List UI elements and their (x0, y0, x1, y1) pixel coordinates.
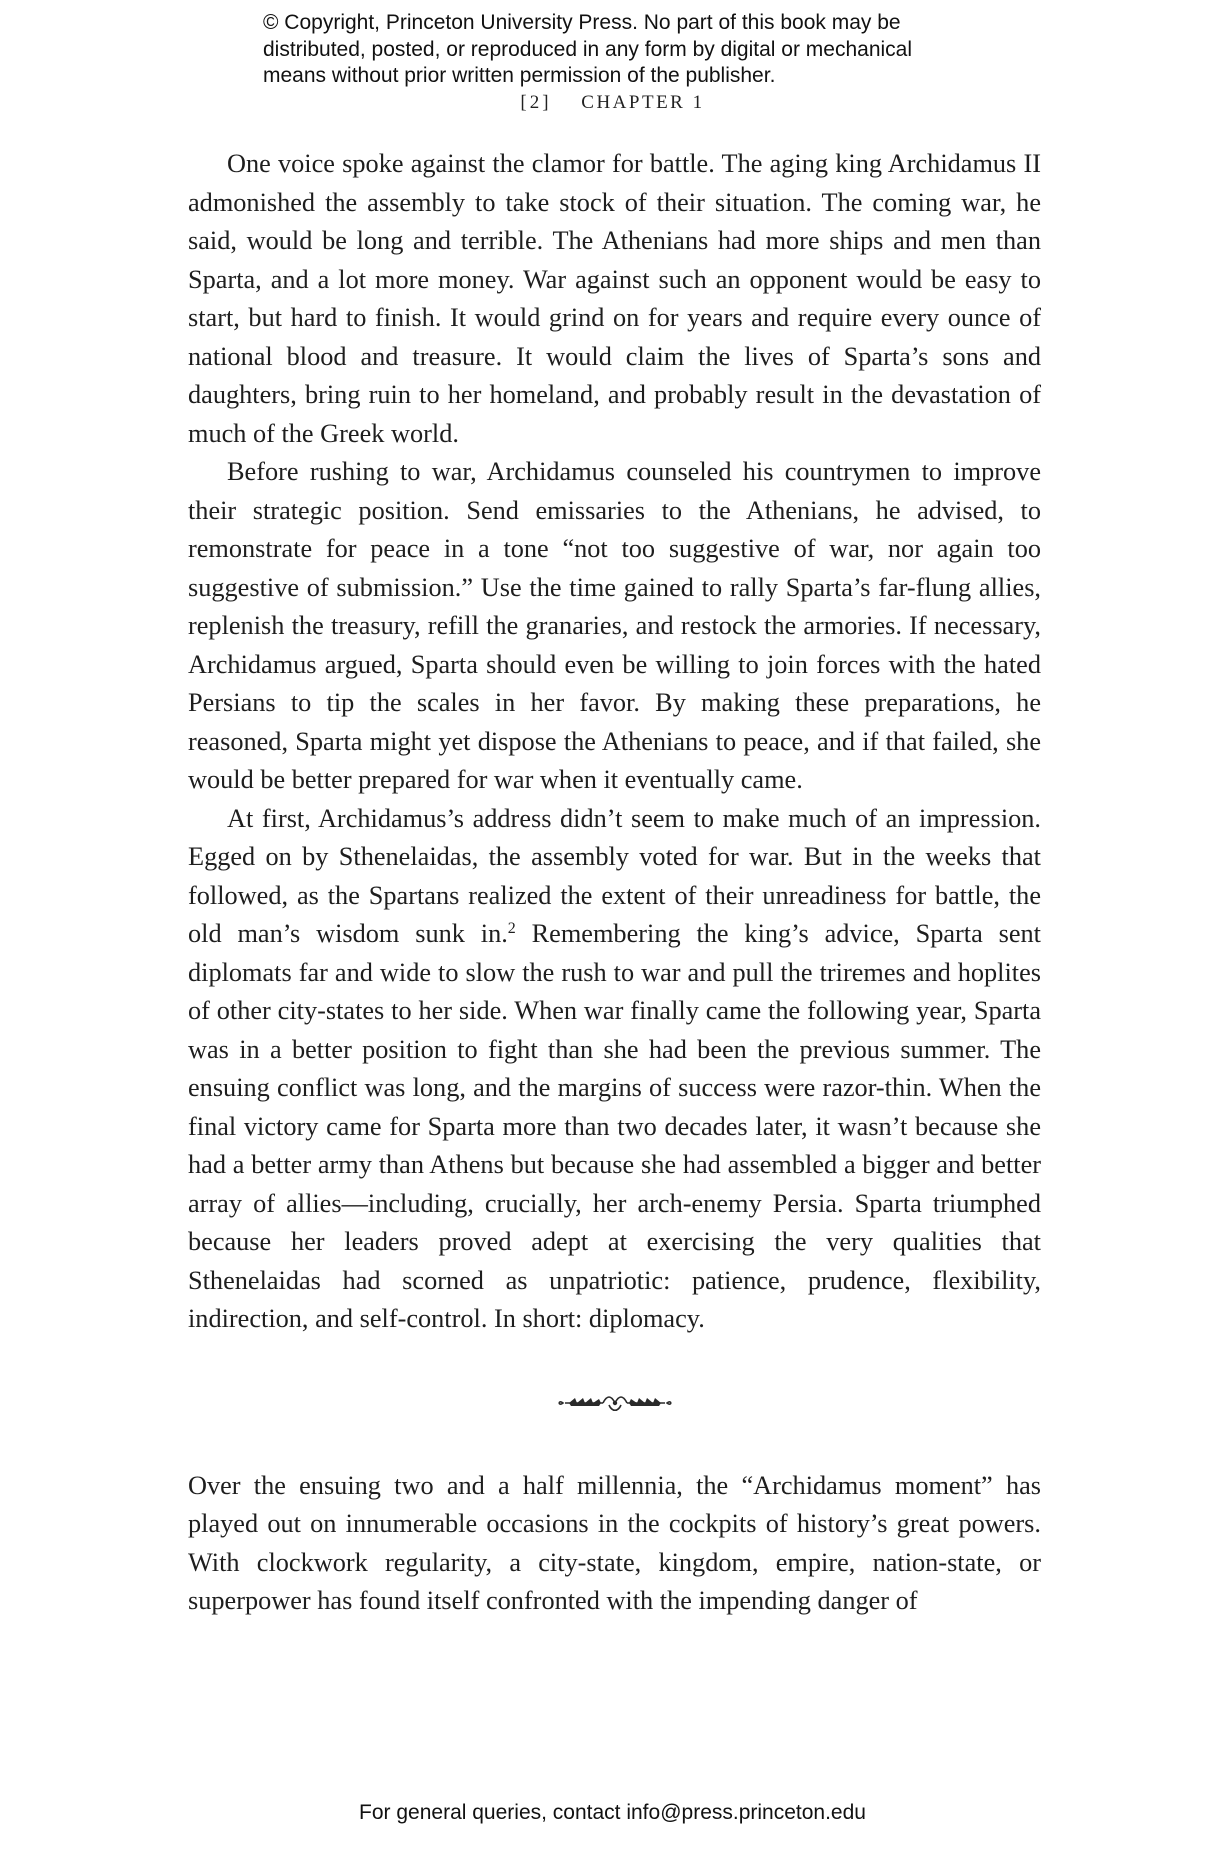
running-head (0, 92, 1225, 114)
copyright-line: distributed, posted, or reproduced in any form by digital or mechanical (263, 37, 913, 61)
body-text (188, 145, 1041, 1621)
paragraph: Over the ensuing two and a half millennia, the “Archidamus moment” has played out on innumerable occasions in the cockpits of history’s great powers. With clockwork regularity, a city-state, kingdom, empire, nation-state, or superpower has found itself confronted with the impending danger of (188, 1470, 1041, 1615)
page-number: [2] (520, 92, 552, 113)
copyright-line: © Copyright, Princeton University Press. No part of this book may be (263, 11, 901, 34)
section-break-ornament-icon (555, 1390, 675, 1416)
paragraph-text: At first, Archidamus’s address didn’t seem to make much of an impression. Egged on by Sthenelaidas, the assembly voted for war. But in the weeks that followed, as the Spartans realized the extent of their unreadiness for battle, the old man’s wisdom sunk in. (188, 803, 1041, 948)
chapter-label: CHAPTER 1 (581, 92, 705, 113)
copyright-line: means without prior written permission of the publisher. (263, 64, 776, 87)
footer-contact: For general queries, contact info@press.princeton.edu (359, 1801, 866, 1824)
paragraph (188, 800, 1041, 1339)
footnote-marker: 2 (507, 920, 516, 937)
paragraph: Before rushing to war, Archidamus counseled his countrymen to improve their strategic position. Send emissaries to the Athenians, he advised, to remonstrate for peace in a tone “not too suggestive of war, nor again too suggestive of submission.” Use the time gained to rally Sparta’s far-flung allies, replenish the treasury, refill the granaries, and restock the armories. If necessary, Archidamus argued, Sparta should even be willing to join forces with the hated Persians to tip the scales in her favor. By making these preparations, he reasoned, Sparta might yet dispose the Athenians to peace, and if that failed, she would be better prepared for war when it eventually came. (188, 457, 1041, 794)
paragraph-text: Remembering the king’s advice, Sparta sent diplomats far and wide to slow the rush to war and pull the triremes and hoplites of other city-states to her side. When war finally came the following year, Sparta was in a better position to fight than she had been the previous summer. The ensuing conflict was long, and the margins of success were razor-thin. When the final victory came for Sparta more than two decades later, it wasn’t because she had a better army than Athens but because she had assembled a bigger and better array of allies—including, crucially, her arch-enemy Persia. Sparta triumphed because her leaders proved adept at exercising the very qualities that Sthenelaidas had scorned as unpatriotic: patience, prudence, flexibility, indirection, and self-control. In short: diplomacy. (188, 919, 1041, 1333)
copyright-notice (263, 10, 983, 90)
section-break (188, 1339, 1041, 1467)
paragraph: One voice spoke against the clamor for battle. The aging king Archidamus II admonished the assembly to take stock of their situation. The coming war, he said, would be long and terrible. The Athenians had more ships and men than Sparta, and a lot more money. War against such an opponent would be easy to start, but hard to finish. It would grind on for years and require every ounce of national blood and treasure. It would claim the lives of Sparta’s sons and daughters, bring ruin to her homeland, and probably result in the devastation of much of the Greek world. (188, 149, 1041, 448)
